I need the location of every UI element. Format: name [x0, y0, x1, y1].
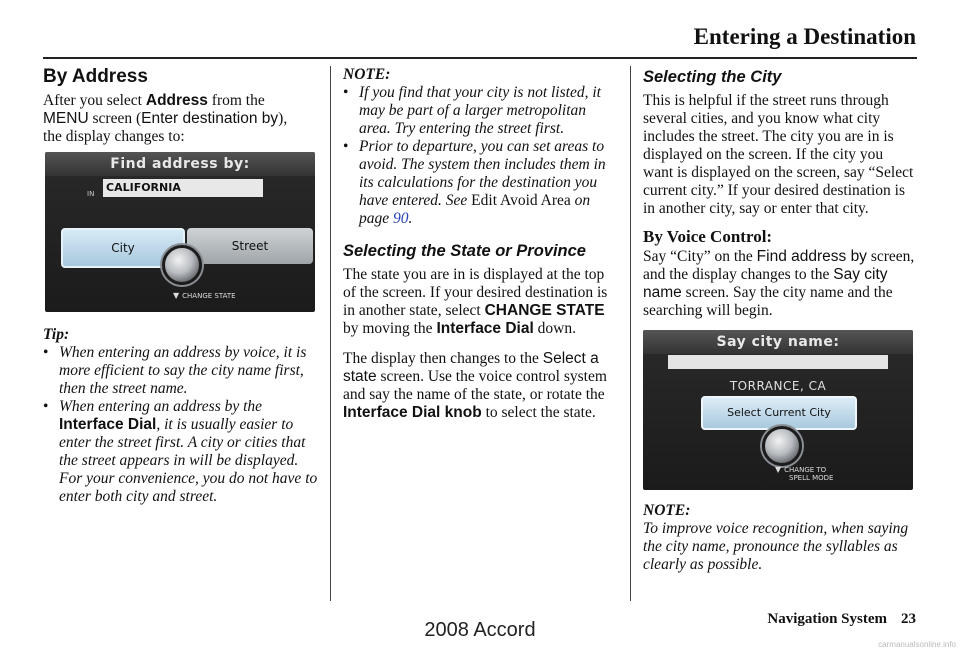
text: screen ( [88, 110, 142, 127]
text: After you select [43, 92, 146, 109]
ui-term-address: Address [145, 92, 208, 109]
in-label: IN [87, 190, 95, 198]
text: to select the state. [481, 404, 596, 421]
change-state-label: CHANGE STATE [182, 292, 236, 300]
footer-section: Navigation System [767, 611, 887, 627]
text: the display changes to: [43, 128, 185, 145]
intro-paragraph [43, 92, 320, 146]
text: The state you are in is displayed at the top of the screen. If your desired destination is in another state, select [343, 266, 608, 319]
tip-item: • When entering an address by voice, it is more efficient to say the city name first, then the street name. [43, 344, 320, 398]
column-3 [643, 66, 915, 586]
text: from the [207, 92, 265, 109]
current-city: TORRANCE, CA [729, 379, 827, 393]
ui-term-say-city-name: Say city name [643, 266, 888, 301]
column-divider-1 [330, 66, 331, 601]
note-list [343, 84, 621, 228]
ui-term-interface-dial: Interface Dial [59, 416, 157, 433]
text: ), [278, 110, 288, 127]
column-2 [343, 66, 621, 434]
down-arrow-icon: ▼ [173, 291, 180, 300]
column-divider-2 [630, 66, 631, 601]
watermark-site: carmanualsonline.info [878, 640, 956, 649]
note-item: • If you find that your city is not listed, it may be part of a larger metropolitan area. Try entering the street first. [343, 84, 621, 138]
text: on page [359, 192, 591, 227]
screen-title: Say city name: [716, 334, 840, 350]
text: The display then changes to the [343, 350, 543, 367]
state-field: CALIFORNIA [103, 179, 263, 197]
column-1 [43, 66, 320, 516]
watermark-model: 2008 Accord [424, 619, 536, 641]
spell-mode-label: SPELL MODE [789, 474, 834, 482]
section-heading-city: Selecting the City [643, 68, 782, 86]
down-arrow-icon: ▼ [775, 465, 782, 474]
change-to-label: CHANGE TO [784, 466, 827, 474]
state-paragraph-2 [343, 350, 621, 422]
interface-dial-icon [762, 426, 802, 466]
city-paragraph: This is helpful if the street runs through several cities, and you know what city includes the street. The city you are in is displayed on the screen. If the city you want is displayed on the screen, say “Select current city.” If your desired destination is in another city, say or enter that city. [643, 92, 914, 217]
page-header-title: Entering a Destination [693, 24, 916, 49]
ui-term-interface-dial: Interface Dial [436, 320, 534, 337]
note-heading: NOTE: [643, 502, 691, 519]
voice-paragraph [643, 248, 915, 320]
ui-term-find-address-by: Find address by [756, 248, 867, 265]
text: by moving the [343, 320, 437, 337]
find-address-screen [45, 152, 315, 312]
text: screen. Say the city name and the searching will begin. [643, 284, 893, 319]
text: Say “City” on the [643, 248, 757, 265]
voice-note: To improve voice recognition, when saying the city name, pronounce the syllables as clearly as possible. [643, 520, 909, 573]
change-state-hint [173, 292, 236, 300]
ui-term-select-a-state: Select a state [343, 350, 599, 385]
ui-term-menu: MENU [43, 110, 89, 127]
say-city-name-screen [643, 330, 913, 490]
reference-edit-avoid-area: Edit Avoid Area [471, 192, 571, 209]
text: screen. Use the voice control system and say the name of the state, or rotate the [343, 368, 607, 403]
city-input-field [668, 355, 888, 369]
change-to-spell-hint [775, 466, 833, 482]
tip-heading: Tip: [43, 326, 70, 343]
text: , it is usually easier to enter the street first. A city or cities that the street appears in will be displayed. For your convenience, you do not have to enter both city and street. [59, 416, 318, 505]
page-number: 23 [901, 611, 916, 627]
text: . [408, 210, 413, 227]
note-heading: NOTE: [343, 66, 391, 83]
screen-title: Find address by: [110, 156, 250, 172]
tip-item [43, 398, 320, 506]
voice-control-heading: By Voice Control: [643, 227, 773, 246]
header-rule [43, 57, 917, 59]
ui-term-interface-dial-knob: Interface Dial knob [343, 404, 482, 421]
state-paragraph-1 [343, 266, 621, 338]
text: down. [533, 320, 576, 337]
text: Prior to departure, you can set areas to avoid. The system then includes them in its calculations for the destination you have entered. See [359, 138, 606, 209]
tip-list [43, 344, 320, 506]
city-button: City [61, 228, 185, 268]
page-link[interactable]: 90 [393, 210, 409, 227]
ui-term-enter-destination-by: Enter destination by [141, 110, 279, 127]
text: When entering an address by the [59, 398, 263, 415]
select-current-city-button: Select Current City [701, 396, 857, 430]
interface-dial-icon [162, 245, 202, 285]
ui-term-change-state: CHANGE STATE [484, 302, 605, 319]
street-button: Street [187, 228, 313, 264]
section-heading-state: Selecting the State or Province [343, 242, 586, 260]
note-item [343, 138, 621, 228]
text: screen, and the display changes to the [643, 248, 915, 283]
section-heading-by-address: By Address [43, 66, 148, 87]
